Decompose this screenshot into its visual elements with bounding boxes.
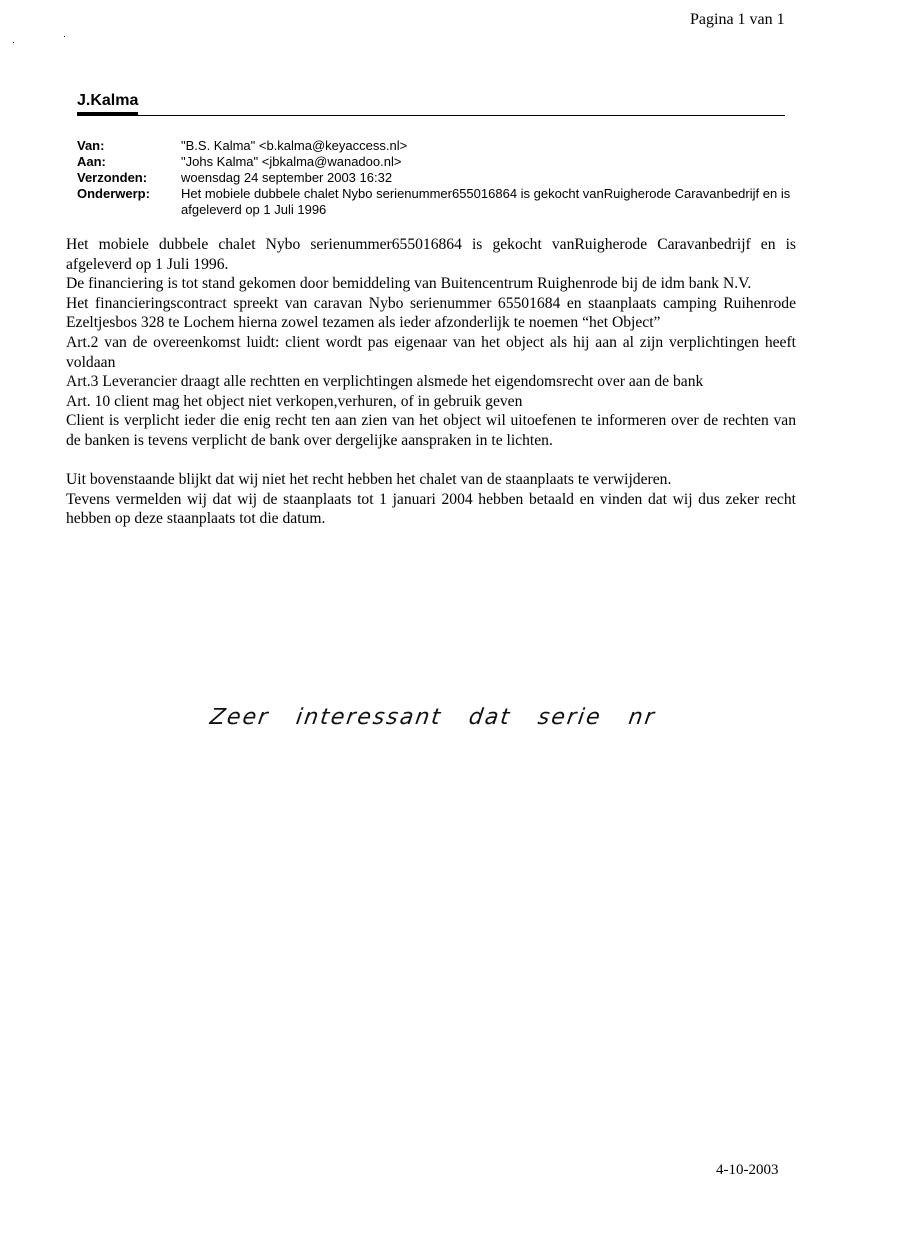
header-row-to xyxy=(77,154,797,170)
header-value-to: "Johs Kalma" <jbkalma@wanadoo.nl> xyxy=(181,154,402,169)
email-title-block xyxy=(77,92,785,116)
body-paragraph: Client is verplicht ieder die enig recht ten aan zien van het object wil uitoefenen te informeren over de rechten van de banken is tevens verplicht de bank over dergelijke aanspraken in te lichten. xyxy=(66,412,796,449)
header-row-sent xyxy=(77,170,797,186)
title-divider xyxy=(77,115,785,116)
page-indicator: Pagina 1 van 1 xyxy=(690,11,785,28)
sender-name-title: J.Kalma xyxy=(77,92,138,116)
header-row-from xyxy=(77,138,797,154)
scan-speck xyxy=(13,42,14,43)
body-paragraph: Het mobiele dubbele chalet Nybo serienummer655016864 is gekocht vanRuigherode Caravanbedrijf en is afgeleverd op 1 Juli 1996. xyxy=(66,236,796,273)
header-label: Onderwerp: xyxy=(77,186,150,201)
scan-speck xyxy=(64,36,65,37)
body-paragraph: Het financieringscontract spreekt van caravan Nybo serienummer 65501684 en staanplaats camping Ruihenrode Ezeltjesbos 328 te Lochem hierna zowel tezamen als ieder afzonderlijk te noemen “het Object” xyxy=(66,294,796,332)
body-paragraph: De financiering is tot stand gekomen door bemiddeling van Buitencentrum Ruighenrode bij de idm bank N.V. xyxy=(66,275,752,293)
paragraph-gap xyxy=(66,451,796,471)
header-row-subject xyxy=(77,186,797,218)
header-label: Verzonden: xyxy=(77,170,148,185)
email-body xyxy=(66,235,796,529)
header-value-subject: Het mobiele dubbele chalet Nybo serienummer655016864 is gekocht vanRuigherode Caravanbedrijf en is afgeleverd op 1 Juli 1996 xyxy=(181,186,791,217)
handwritten-note: Zeer interessant dat serie nr xyxy=(208,705,658,730)
footer-date: 4-10-2003 xyxy=(716,1162,779,1178)
body-paragraph: Art. 10 client mag het object niet verkopen,verhuren, of in gebruik geven xyxy=(66,392,523,410)
header-label: Aan: xyxy=(77,154,106,169)
email-headers xyxy=(77,138,797,218)
closing-paragraph: Tevens vermelden wij dat wij de staanplaats tot 1 januari 2004 hebben betaald en vinden dat wij dus zeker recht hebben op deze staanplaats tot die datum. xyxy=(66,490,796,528)
header-value-sent: woensdag 24 september 2003 16:32 xyxy=(181,170,393,185)
header-value-from: "B.S. Kalma" <b.kalma@keyaccess.nl> xyxy=(181,138,408,153)
body-paragraph: Art.3 Leverancier draagt alle rechtten en verplichtingen alsmede het eigendomsrecht over aan de bank xyxy=(66,373,704,391)
body-paragraph: Art.2 van de overeenkomst luidt: client wordt pas eigenaar van het object als hij aan al zijn verplichtingen heeft voldaan xyxy=(66,333,796,371)
closing-paragraph: Uit bovenstaande blijkt dat wij niet het recht hebben het chalet van de staanplaats te verwijderen. xyxy=(66,471,672,489)
header-label: Van: xyxy=(77,138,105,153)
